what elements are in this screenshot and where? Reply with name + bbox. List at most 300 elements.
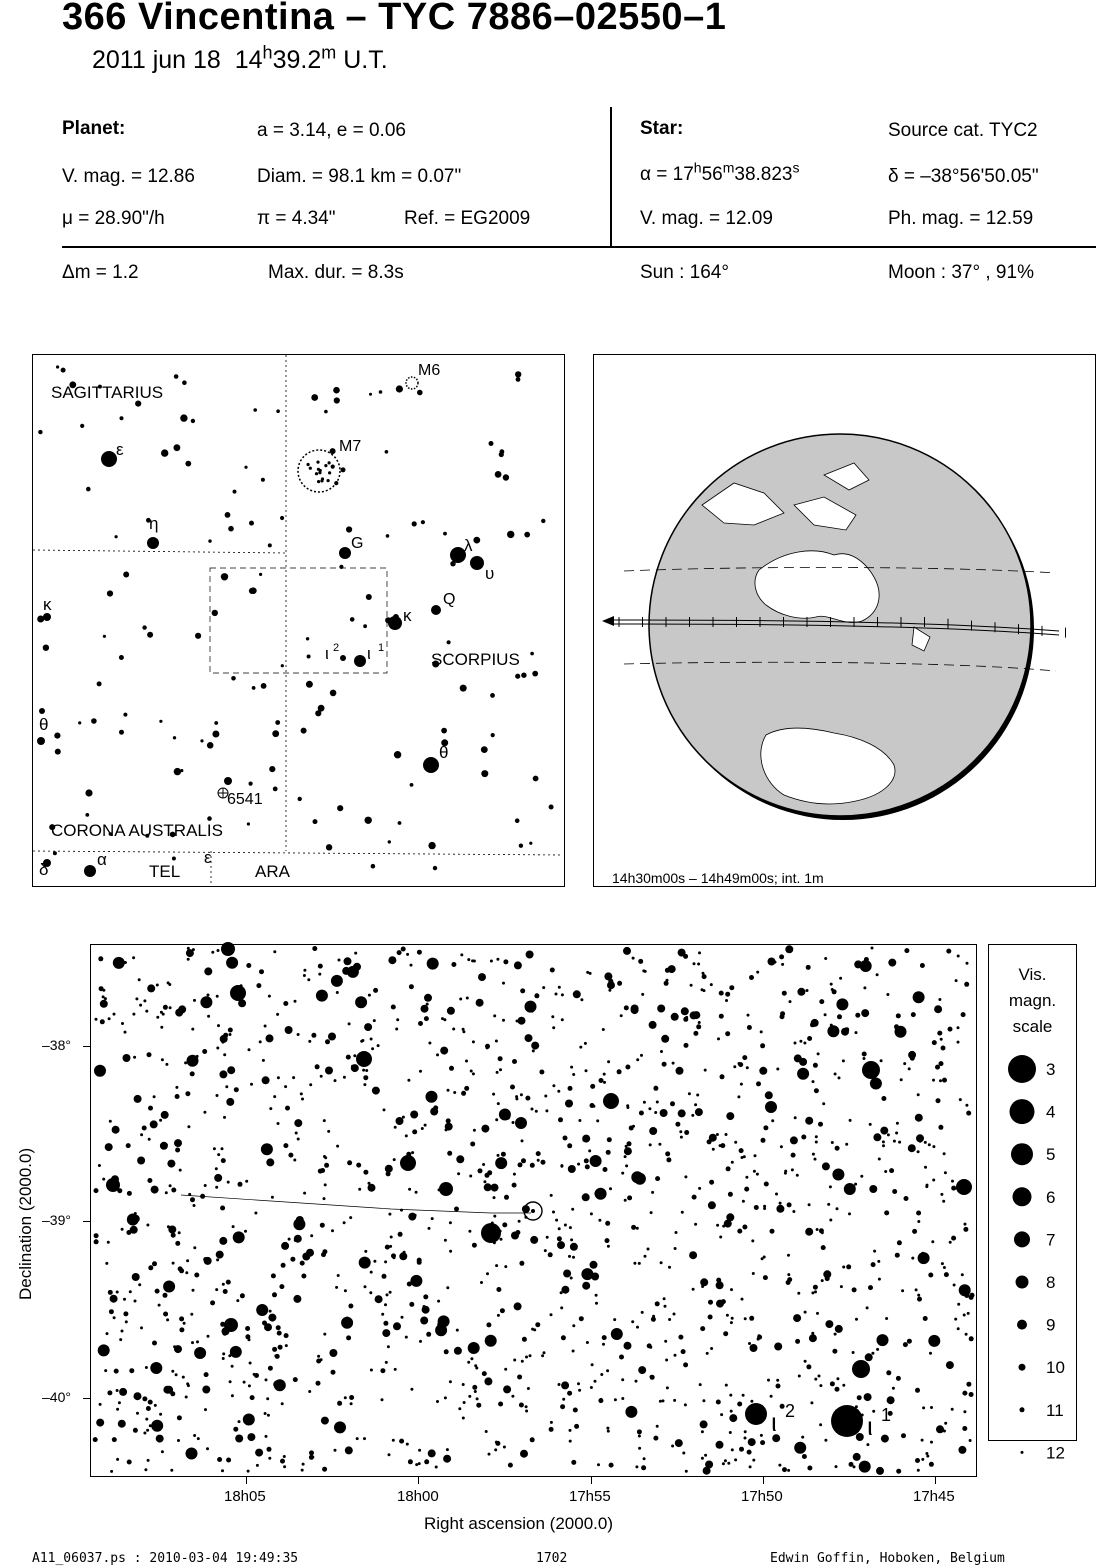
finder-star (447, 640, 451, 644)
field-star (807, 1036, 812, 1041)
field-star (447, 1007, 455, 1015)
field-star (410, 964, 413, 967)
field-star (814, 1378, 817, 1381)
field-star (809, 1334, 817, 1342)
field-star (915, 1458, 920, 1463)
field-star (262, 1059, 265, 1062)
field-star (525, 1034, 533, 1042)
field-star (293, 1159, 296, 1162)
field-star (96, 1419, 104, 1427)
event-hour: 14 (234, 46, 263, 74)
finder-star (195, 633, 201, 639)
field-star (238, 1182, 243, 1187)
finder-star (423, 757, 439, 773)
field-star (650, 1375, 653, 1378)
field-star (852, 1351, 855, 1354)
field-star (572, 1324, 575, 1327)
field-star (621, 1378, 624, 1381)
field-star (324, 1163, 329, 1168)
field-star (281, 1402, 284, 1405)
field-star (121, 1022, 124, 1025)
field-star (696, 1094, 699, 1097)
field-star (410, 1388, 413, 1391)
finder-star (261, 683, 267, 689)
field-star (844, 1027, 849, 1032)
star-chart-svg (91, 945, 975, 1475)
field-star (185, 1271, 188, 1274)
field-star (904, 948, 909, 953)
field-star (417, 950, 422, 955)
field-star (694, 1223, 697, 1226)
field-star (221, 1158, 226, 1163)
field-star (897, 1240, 902, 1245)
field-star (502, 1222, 507, 1227)
finder-star (39, 708, 45, 714)
finder-star (516, 377, 521, 382)
field-star (806, 1364, 811, 1369)
field-star (533, 1328, 536, 1331)
field-star (343, 1076, 346, 1079)
field-star (560, 1306, 563, 1309)
finder-star (515, 818, 520, 823)
bright-star (230, 985, 246, 1001)
finder-star (393, 614, 399, 620)
field-star (142, 1126, 147, 1131)
field-star (780, 1145, 783, 1148)
greek-delta: δ (39, 860, 49, 879)
field-star (268, 995, 271, 998)
field-star (271, 1196, 274, 1199)
finder-star (147, 632, 153, 638)
field-star (887, 1396, 895, 1404)
field-star (962, 1426, 967, 1431)
field-star (175, 1241, 180, 1246)
field-star (631, 1225, 636, 1230)
field-star (98, 956, 103, 961)
field-star (921, 1439, 924, 1442)
field-star (586, 971, 589, 974)
field-star (386, 1293, 389, 1296)
field-star (675, 1439, 683, 1447)
field-star (845, 1143, 848, 1146)
finder-star (37, 616, 44, 623)
scale-dot (1019, 1364, 1026, 1371)
field-star (791, 1153, 796, 1158)
field-star (871, 1352, 874, 1355)
field-star (896, 1376, 901, 1381)
x-tick-label: 18h00 (397, 1488, 439, 1505)
field-star (94, 1239, 99, 1244)
finder-star (521, 673, 526, 678)
field-star (207, 1015, 210, 1018)
field-star (132, 1273, 140, 1281)
field-star (831, 1141, 834, 1144)
field-star (422, 1306, 430, 1314)
field-star (182, 1376, 185, 1379)
field-star (154, 1404, 157, 1407)
field-star (817, 1052, 820, 1055)
field-star (747, 1014, 750, 1017)
field-star (456, 1329, 459, 1332)
field-star (156, 1016, 159, 1019)
field-star (418, 1021, 423, 1026)
field-star (272, 1347, 277, 1352)
field-star (152, 1341, 157, 1346)
field-star (467, 958, 470, 961)
field-star (370, 1271, 373, 1274)
field-star (925, 1452, 928, 1455)
field-star (265, 1435, 268, 1438)
field-star (761, 1138, 766, 1143)
field-star (134, 1095, 142, 1103)
field-star (719, 1014, 724, 1019)
field-star (142, 1396, 147, 1401)
field-star (192, 1289, 195, 1292)
scale-dot (1021, 1451, 1024, 1454)
field-star (627, 1141, 632, 1146)
field-star (375, 1295, 383, 1303)
finder-star (85, 813, 89, 817)
field-star (266, 1158, 274, 1166)
field-star (582, 1282, 590, 1290)
star-iota2 (745, 1403, 767, 1425)
field-star (754, 1205, 759, 1210)
field-star (412, 1129, 417, 1134)
field-star (525, 1410, 528, 1413)
field-star (472, 1040, 475, 1043)
field-star (192, 948, 195, 951)
field-star (226, 1280, 231, 1285)
finder-star (386, 534, 390, 538)
field-star (720, 1074, 725, 1079)
field-star (266, 1034, 274, 1042)
field-star (676, 1067, 684, 1075)
finder-star (339, 565, 343, 569)
finder-star (269, 766, 275, 772)
field-star (334, 1079, 337, 1082)
field-star (816, 1312, 819, 1315)
bright-star (356, 1051, 372, 1067)
scale-dot (1017, 1320, 1027, 1330)
field-star (197, 1437, 200, 1440)
field-star (323, 1333, 326, 1336)
field-star (725, 1384, 728, 1387)
field-star (827, 1203, 830, 1206)
field-star (161, 1450, 164, 1453)
field-star (254, 1373, 259, 1378)
field-star (782, 991, 787, 996)
finder-star (38, 430, 42, 434)
field-star (574, 1424, 579, 1429)
field-star (887, 1133, 890, 1136)
field-star (871, 947, 874, 950)
globe-svg (594, 355, 1094, 885)
field-star (749, 1465, 752, 1468)
finder-star (350, 617, 355, 622)
field-star (561, 1018, 564, 1021)
field-star (468, 1395, 471, 1398)
field-star (515, 1097, 518, 1100)
field-star (401, 947, 406, 952)
field-star (903, 1342, 908, 1347)
field-star (160, 1142, 168, 1150)
field-star (753, 1170, 756, 1173)
field-star (454, 1347, 462, 1355)
field-star (268, 1366, 273, 1371)
field-star (355, 996, 367, 1008)
field-star (488, 1453, 491, 1456)
field-star (308, 1040, 311, 1043)
field-star (608, 979, 613, 984)
field-star (744, 1317, 747, 1320)
field-star (417, 1260, 422, 1265)
field-star (590, 1261, 598, 1269)
ra-m-unit: m (722, 159, 735, 176)
field-star (821, 1245, 826, 1250)
field-star (625, 1406, 637, 1418)
field-star (684, 1175, 687, 1178)
field-star (293, 1218, 305, 1230)
field-star (217, 1457, 222, 1462)
finder-star (54, 733, 60, 739)
constellation-boundaries (33, 355, 563, 885)
field-star (234, 1087, 239, 1092)
field-star (186, 1448, 198, 1460)
field-star (327, 1130, 330, 1133)
field-star (446, 1448, 449, 1451)
field-star (638, 1366, 646, 1374)
field-star (720, 1143, 725, 1148)
field-star (490, 960, 493, 963)
field-star (729, 1394, 732, 1397)
field-star (591, 1273, 599, 1281)
field-star (625, 1164, 628, 1167)
bright-star (481, 1223, 501, 1243)
field-star (662, 1062, 667, 1067)
field-star (605, 1238, 610, 1243)
field-star (671, 1445, 674, 1448)
field-star (591, 1363, 594, 1366)
field-star (930, 1441, 933, 1444)
field-star (861, 1009, 869, 1017)
field-star (760, 1434, 763, 1437)
field-star (104, 1369, 107, 1372)
field-star (695, 1108, 703, 1116)
field-star (373, 1090, 376, 1093)
field-star (558, 1383, 561, 1386)
field-star (643, 1457, 646, 1460)
field-star (943, 1266, 946, 1269)
field-star (681, 1349, 686, 1354)
field-star (619, 1355, 624, 1360)
field-star (144, 1468, 147, 1471)
field-star (607, 1430, 610, 1433)
field-star (446, 1286, 449, 1289)
field-star (409, 984, 414, 989)
label-ara: ARA (255, 862, 290, 881)
field-star (627, 1195, 632, 1200)
chart-x-axis-label: Right ascension (2000.0) (424, 1514, 614, 1533)
field-star (907, 1339, 912, 1344)
field-star (381, 1313, 384, 1316)
field-star (456, 1155, 464, 1163)
field-star (901, 1433, 906, 1438)
field-star (632, 957, 635, 960)
field-star (750, 1344, 758, 1352)
field-star (99, 986, 104, 991)
field-star (276, 1013, 279, 1016)
field-star (508, 1463, 513, 1468)
field-star (577, 1382, 580, 1385)
field-star (228, 1354, 231, 1357)
field-star (207, 1335, 210, 1338)
field-star (148, 1265, 153, 1270)
field-star (516, 1020, 519, 1023)
field-star (787, 1254, 790, 1257)
field-star (886, 1370, 891, 1375)
field-star (454, 1207, 459, 1212)
field-star (449, 1380, 452, 1383)
field-star (760, 1440, 765, 1445)
planet-motion: μ = 28.90"/h (62, 208, 165, 229)
field-star (273, 950, 276, 953)
field-star (406, 1443, 409, 1446)
field-star (965, 1104, 968, 1107)
field-star (302, 1463, 305, 1466)
field-star (567, 1143, 572, 1148)
finder-star (363, 624, 367, 628)
finder-star (212, 731, 219, 738)
field-star (726, 1166, 731, 1171)
field-star (482, 1371, 487, 1376)
field-star (264, 1412, 267, 1415)
field-star (749, 1316, 754, 1321)
field-star (245, 1180, 248, 1183)
finder-star (103, 635, 106, 638)
field-star (146, 1429, 149, 1432)
field-star (127, 1191, 132, 1196)
field-star (664, 1305, 667, 1308)
field-star (763, 1275, 768, 1280)
field-star (602, 1343, 605, 1346)
field-star (776, 1384, 781, 1389)
field-star (316, 1359, 321, 1364)
field-star (444, 1239, 447, 1242)
field-star (512, 1059, 517, 1064)
field-star (636, 1058, 639, 1061)
field-star (739, 1148, 744, 1153)
field-star (107, 1390, 112, 1395)
chart-stars (93, 942, 975, 1475)
m7-member-star (320, 479, 323, 482)
field-star (795, 1339, 800, 1344)
field-star (774, 1343, 782, 1351)
field-star (963, 1410, 966, 1413)
field-star (716, 1400, 721, 1405)
scale-svg (989, 945, 1076, 1463)
field-star (607, 1137, 612, 1142)
field-star (638, 1262, 641, 1265)
field-star (495, 1157, 507, 1169)
field-star (938, 998, 941, 1001)
planet-diameter: Diam. = 98.1 km = 0.07" (257, 166, 462, 187)
finder-star (337, 805, 343, 811)
field-star (311, 1456, 314, 1459)
m7-member-star (324, 464, 327, 467)
field-star (954, 1318, 957, 1321)
field-star (134, 1300, 137, 1303)
field-star (143, 999, 146, 1002)
field-star (873, 1133, 881, 1141)
field-star (728, 1192, 733, 1197)
field-star (895, 1253, 900, 1258)
field-star (411, 1151, 414, 1154)
field-star (179, 1316, 184, 1321)
star-iota1 (831, 1405, 863, 1437)
field-star (124, 1031, 127, 1034)
x-tick (246, 1476, 247, 1484)
field-star (368, 994, 371, 997)
field-star (185, 1396, 188, 1399)
field-star (654, 1086, 657, 1089)
field-star (518, 1220, 521, 1223)
greek-epsilon-tel: ε (204, 848, 212, 867)
field-star (396, 1018, 399, 1021)
field-star (829, 1219, 832, 1222)
field-star (930, 1406, 933, 1409)
field-star (323, 1119, 326, 1122)
field-star (579, 1046, 582, 1049)
field-star (210, 1300, 215, 1305)
star-phmag: Ph. mag. = 12.59 (888, 208, 1034, 229)
field-star (896, 1013, 901, 1018)
field-star (944, 1171, 947, 1174)
field-star (531, 1042, 539, 1050)
field-star (138, 1283, 141, 1286)
bright-star (439, 1182, 453, 1196)
field-star (815, 1141, 818, 1144)
field-star (473, 960, 476, 963)
finder-star (233, 490, 237, 494)
field-star (226, 1098, 234, 1106)
field-star (923, 1316, 928, 1321)
field-star (767, 1379, 770, 1382)
field-star (364, 1285, 367, 1288)
field-star (95, 1018, 98, 1021)
field-star (194, 1347, 206, 1359)
field-star (243, 1381, 246, 1384)
field-star (363, 1075, 368, 1080)
field-star (911, 1257, 914, 1260)
field-star (115, 1369, 118, 1372)
finder-star (503, 474, 509, 480)
scale-dots (1008, 1055, 1065, 1462)
field-star (656, 1425, 659, 1428)
field-star (183, 1322, 186, 1325)
field-star (716, 1281, 724, 1289)
field-star (349, 1216, 352, 1219)
field-star (729, 1431, 732, 1434)
field-star (643, 1101, 646, 1104)
label-q: Q (443, 591, 456, 608)
field-star (311, 1033, 316, 1038)
field-star (957, 1041, 960, 1044)
field-star (484, 1377, 492, 1385)
field-star (780, 1404, 785, 1409)
field-star (264, 1323, 272, 1331)
field-star (931, 1240, 934, 1243)
field-star (770, 1229, 775, 1234)
